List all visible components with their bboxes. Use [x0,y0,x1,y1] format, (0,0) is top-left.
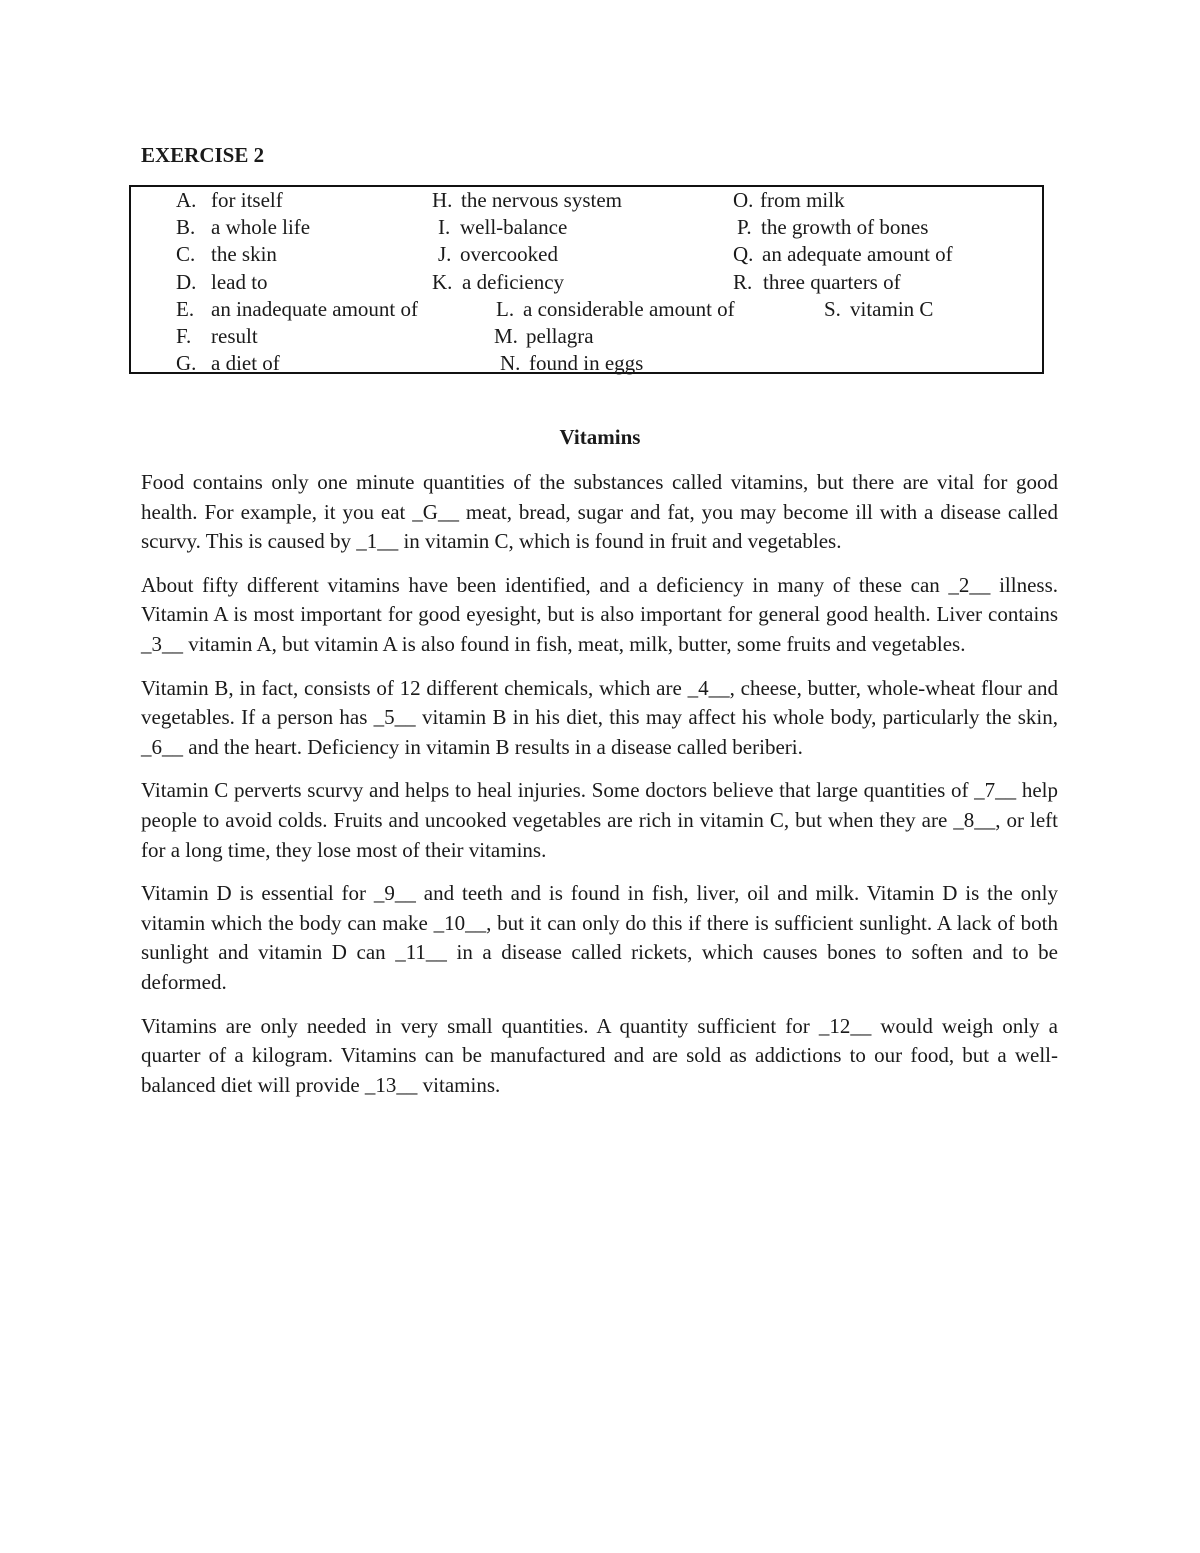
option-h: H. the nervous system [432,188,622,212]
passage-heading: Vitamins [559,425,641,449]
option-m: M. pellagra [494,324,594,348]
paragraph-3: Vitamin B, in fact, consists of 12 different chemicals, which are _4__, cheese, butter, whole-wheat flour and vegetables. If a person has _5__ vitamin B in his diet, this may affect his whole body, particularly the skin, _6__ and the heart. Deficiency in vitamin B results in a disease called beriberi. [141,675,1058,759]
option-f: F. result [176,324,258,348]
option-o: O. from milk [733,188,845,212]
paragraph-1: Food contains only one minute quantities of the substances called vitamins, but there are vital for good health. For example, it you eat _G__ meat, bread, sugar and fat, you may become ill with a disease called scurvy. This is caused by _1__ in vitamin C, which is found in fruit and vegetables. [141,470,1058,554]
option-e: E. an inadequate amount of [176,297,419,321]
option-r: R. three quarters of [733,270,901,294]
option-l: L. a considerable amount of [496,297,735,321]
option-c: C. the skin [176,242,277,266]
option-d: D. lead to [176,270,268,294]
option-a: A. for itself [176,188,283,212]
paragraph-6: Vitamins are only needed in very small quantities. A quantity sufficient for _12__ would weigh only a quarter of a kilogram. Vitamins can be manufactured and are sold as addictions to our food, but a well-balanced diet will provide _13__ vitamins. [141,1013,1058,1097]
option-j: J. overcooked [438,242,558,266]
paragraph-5: Vitamin D is essential for _9__ and teeth and is found in fish, liver, oil and milk. Vitamin D is the only vitamin which the body can make _10__, but it can only do this if there is sufficient sunlight. A lack of both sunlight and vitamin D can _11__ in a disease called rickets, which causes bones to soften and to be deformed. [141,881,1058,994]
option-b: B. a whole life [176,215,311,239]
option-k: K. a deficiency [432,270,565,294]
exercise-title: EXERCISE 2 [141,143,265,167]
option-i: I. well-balance [438,215,568,239]
option-n: N. found in eggs [500,351,644,375]
paragraph-4: Vitamin C perverts scurvy and helps to heal injuries. Some doctors believe that large quantities of _7__ help people to avoid colds. Fruits and uncooked vegetables are rich in vitamin C, but when they are _8__, or left for a long time, they lose most of their vitamins. [141,778,1058,862]
option-p: P. the growth of bones [737,215,929,239]
option-s: S. vitamin C [824,297,934,321]
paragraph-2: About fifty different vitamins have been identified, and a deficiency in many of these can _2__ illness. Vitamin A is most important for good eyesight, but is also important for general good health. Liver contains _3__ vitamin A, but vitamin A is also found in fish, meat, milk, butter, some fruits and vegetables. [141,572,1058,656]
option-g: G. a diet of [176,351,280,375]
passage-body [141,468,1058,1114]
option-q: Q. an adequate amount of [733,242,953,266]
